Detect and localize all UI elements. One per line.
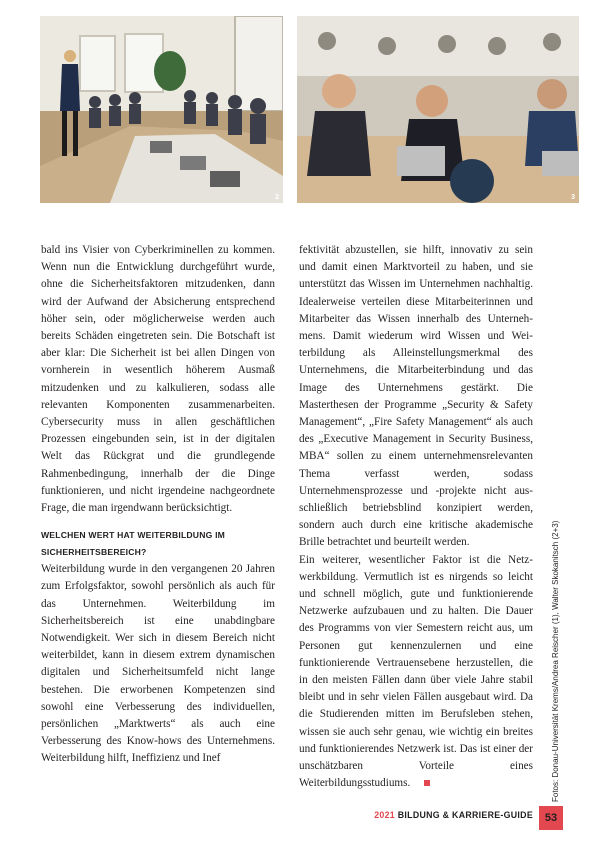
footer-publication-title bbox=[374, 810, 533, 820]
photo-participants-laptops bbox=[297, 16, 579, 203]
body-paragraph: Weiterbildung wurde in den vergangenen 20 Jahren zum Erfolgsfaktor, sowohl persönlich als auch für das Unternehmen. Weiterbildung im Sicherheitsbereich ist eine unabdingbare Notwendigkeit. Wer sich in diesem Bereich nicht weiterbildet, kann in diesem extrem dynamischen digitalen und Sicherheitsumfeld nicht lange bestehen. Die erworbenen Kompetenzen sind sowohl eine Verbesserung des individuellen, persönlichen „Marktwerts“ als auch eine Verbesserung des Know-hows des Unternehmens. Weiterbildung hilft, Ineffizienz und Inef bbox=[41, 563, 275, 765]
article-column-left bbox=[41, 242, 275, 768]
footer-title: BILDUNG & KARRIERE-GUIDE bbox=[397, 810, 533, 820]
photo-number: 2 bbox=[275, 194, 279, 201]
photo-credits: Fotos: Donau-Universität Krems/Andrea Reischer (1), Walter Skokanitsch (2+3) bbox=[551, 520, 560, 802]
body-text: Ein weiterer, wesentlicher Faktor ist die Netzwerkbildung. Vermutlich ist es nirgends so leicht und schnell möglich, gute und funktionierende Netzwerke aufzubauen und zu halten. Die Dauer des Programms von vier Semestern reicht aus, um Personen gut kennenzulernen und eine funktionierende Vertrauensebene herzustellen, die in den meisten Fällen dann über viele Jahre stabil bleibt und in sehr vielen Fällen ausgebaut wird. Da die Studierenden mitten im Berufsleben stehen, wissen sie auch sehr genau, wie wichtig ein breites und funktionierendes Netzwerk ist. Das ist einer der unschätzbaren Vorteile eines Weiterbildungsstudiums. bbox=[299, 553, 533, 790]
page-number: 53 bbox=[544, 812, 558, 824]
body-paragraph-last bbox=[299, 552, 533, 793]
photo-number: 3 bbox=[571, 194, 575, 201]
end-of-article-mark bbox=[424, 780, 430, 786]
body-paragraph: fektivität abzustellen, sie hilft, innovativ zu sein und damit einen Marktvorteil zu haben, und sie unterstützt das Wissen im Unternehmen nachhaltig. Idealerweise verteilen diese Mitarbeiterinnen und Mitarbeiter das Wissen innerhalb des Unternehmens. Damit wiederum wird Wissen und Weiterbildung als Alleinstellungsmerkmal des Unternehmens, die Mitarbeiterbindung und das Image des Unternehmens gestärkt. Die Masterthesen der Programme „Security & Safety Management“, „Fire Safety Management“ als auch des „Executive Management in Security Business, MBA“ sollen zu einem unternehmensrelevanten Thema verfasst werden, sodass Unternehmensprozesse und -projekte nicht ausschließlich betriebsblind konzipiert werden, sondern auch durch eine kritische akademische Brille betrachtet und beurteilt werden. bbox=[299, 244, 533, 549]
footer-year: 2021 bbox=[374, 810, 395, 820]
photo-seminar-presentation bbox=[40, 16, 283, 203]
body-paragraph: bald ins Visier von Cyberkriminellen zu kommen. Wenn nun die Entwicklung durchgeführt wurde, ohne die Sicherheitsfaktoren mitzudenken, dann wird der Aufwand der Absicherung entsprechend höher sein, oder möglicherweise werden auch bereits Schäden eingetreten sein. Die Botschaft ist aber klar: Die Sicherheit ist bei allen Dingen von vornherein in wesentlich höherem Ausmaß mitzudenken und zu kalkulieren, sodass alle relevanten Komponenten zusammenarbeiten. Cybersecurity muss in allen geschäftlichen Prozessen eingebunden sein, ist in der digitalen Welt das Rückgrat und die grundlegende Rahmenbedingung, innerhalb der die Dinge funktionieren, und nicht irgendeine nachgeordnete Frage, die man irgendwann berücksichtigt. bbox=[41, 244, 275, 515]
article-column-right bbox=[299, 242, 533, 793]
section-heading: WELCHEN WERT HAT WEITERBILDUNG IM SICHERHEITSBEREICH? bbox=[41, 530, 226, 558]
page-number-badge bbox=[539, 806, 563, 830]
